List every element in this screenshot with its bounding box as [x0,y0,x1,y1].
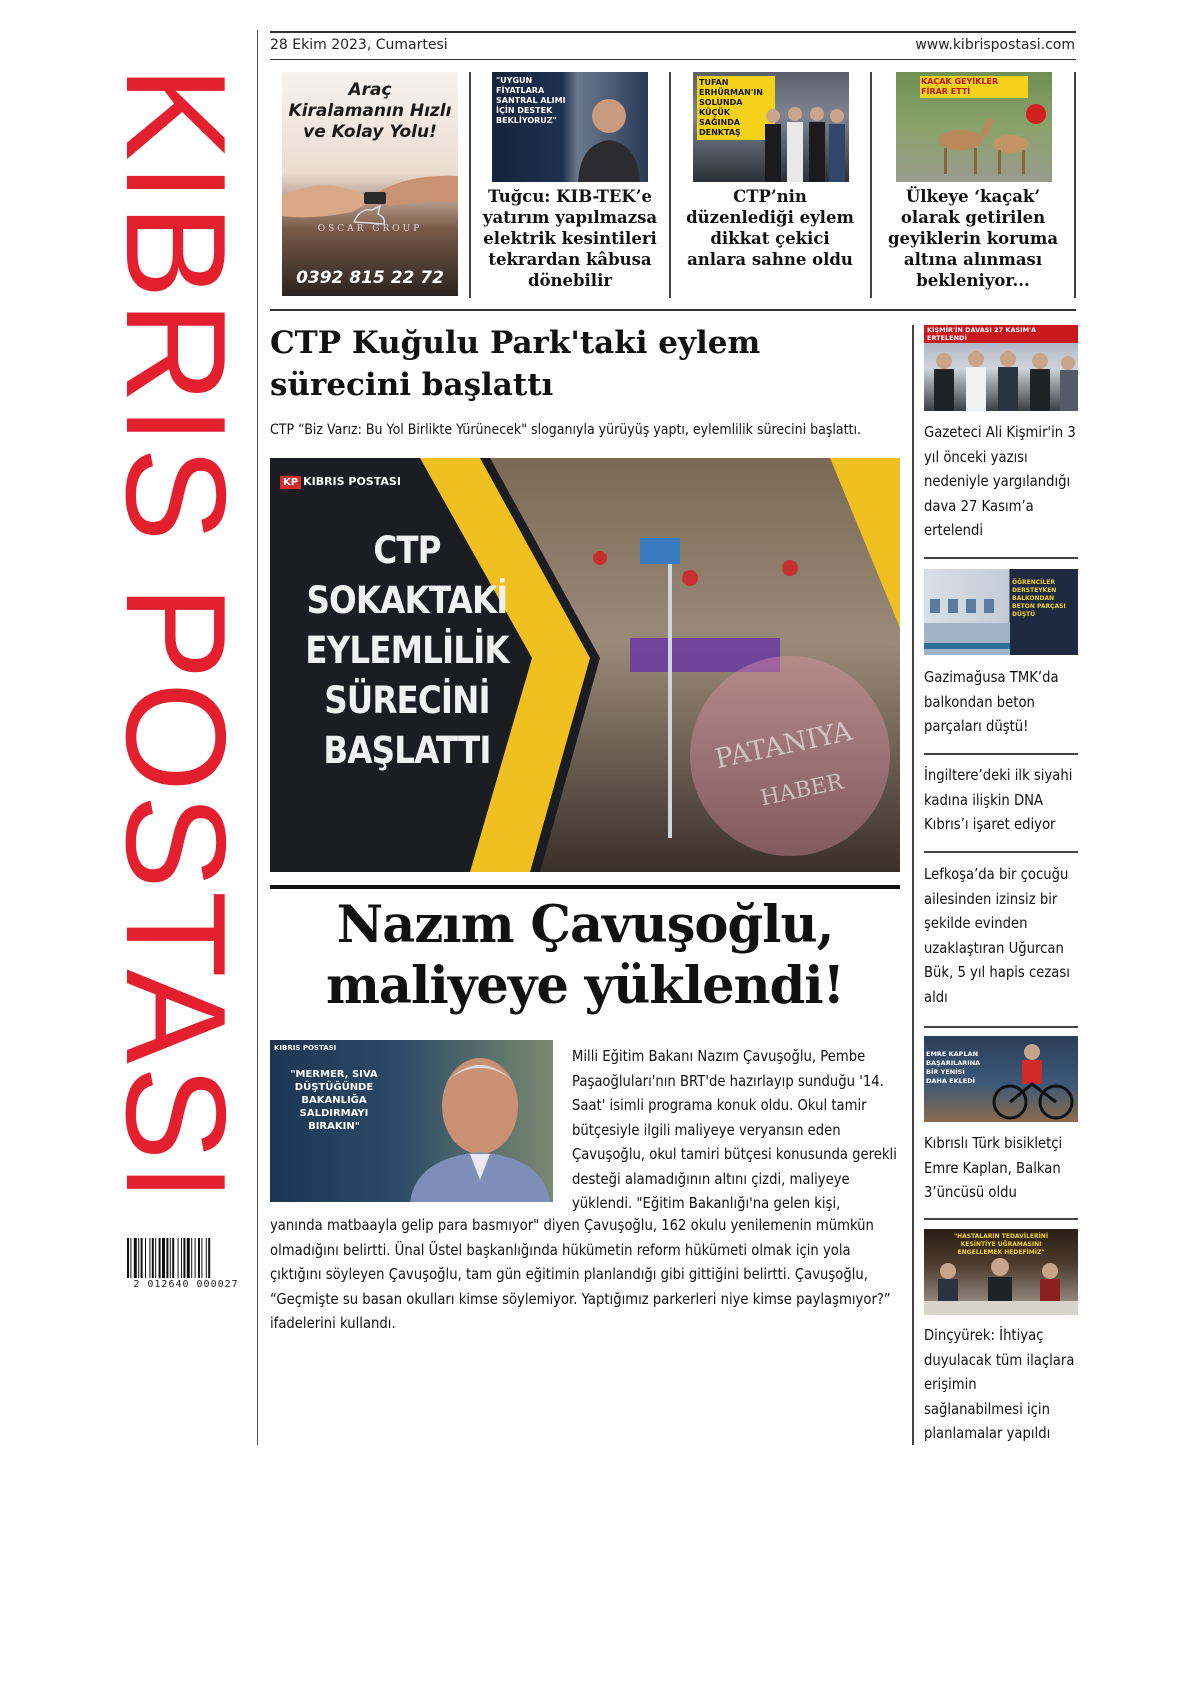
barcode-bar [127,1238,129,1278]
main-story-headline[interactable]: CTP Kuğulu Park'taki eylem sürecini başlattı [270,325,761,403]
strip-divider [469,72,471,298]
barcode-bar [170,1238,171,1278]
barcode-bar [187,1238,190,1278]
sidebar-item-6-image-caption: "HASTALARIN TEDAVİLERİNİ KESİNTİYE UĞRAMASINI ENGELLEMEK HEDEFİMİZ" [953,1233,1049,1256]
second-image-logo: KIBRIS POSTASI [274,1044,337,1052]
sidebar-item-6-image[interactable] [924,1229,1078,1315]
top-story-1-image[interactable] [492,72,648,182]
watermark-text-line2: HABER [758,769,846,812]
barcode-bar [141,1238,143,1278]
second-story-image-caption: "MERMER, SIVA DÜŞTÜĞÜNDE BAKANLIĞA SALDIRMAYI BIRAKIN" [290,1069,378,1132]
masthead-title: KIBRIS POSTASI [96,66,255,1204]
strip-divider [669,72,671,298]
sidebar-item-1-label: Gazeteci Ali Kişmir'in 3 yıl önceki yazısı nedeniyle yargılandığı dava 27 Kasım’a ertelendi [924,423,1076,539]
sidebar-item-6-text[interactable] [924,1323,1078,1446]
top-story-3-image-caption: KAÇAK GEYİKLER FİRAR ETTİ [920,76,1028,98]
barcode-bar [206,1238,207,1278]
sidebar-rule [924,753,1078,755]
barcode-bar [201,1238,202,1278]
kp-logo [280,476,401,489]
main-story-image[interactable] [270,458,900,872]
sidebar-item-5-image[interactable] [924,1036,1078,1122]
masthead-divider [257,30,258,1445]
masthead-area [95,30,255,1240]
second-story-body-top [572,1044,902,1216]
sidebar-item-3-text[interactable] [924,763,1078,837]
ad-title: Araç Kiralamanın Hızlı ve Kolay Yolu! [288,80,452,142]
sidebar-item-2-image-caption: ÖĞRENCİLER DERSTEYKEN BALKONDAN BETON PARÇASI DÜŞTÜ [1012,579,1066,618]
top-story-2-image-caption: TUFAN ERHÜRMAN'IN SOLUNDA KÜÇÜK SAĞINDA DENKTAŞ [697,76,775,140]
sidebar-item-5-text[interactable] [924,1131,1078,1205]
sidebar-item-2-text[interactable] [924,665,1078,739]
barcode-bar [198,1238,200,1278]
sidebar-rule [924,1026,1078,1028]
header-rule-bottom [270,59,1076,60]
barcode-bar [134,1238,137,1278]
sidebar-item-1-image[interactable] [924,325,1078,411]
section-rule [270,885,900,889]
barcode-bar [166,1238,168,1278]
top-story-2-image[interactable] [693,72,849,182]
second-story-image[interactable] [270,1040,553,1202]
barcode-bar [191,1238,192,1278]
sidebar-rule [924,851,1078,853]
sidebar-rule [924,557,1078,559]
horse-logo-icon [350,204,390,226]
strip-rule [270,309,1076,311]
barcode-bar [183,1238,185,1278]
cyclist-photo [990,1040,1078,1122]
website-link[interactable]: www.kibrispostasi.com [915,37,1075,53]
barcode-bar [195,1238,196,1278]
main-story-subhead: CTP “Biz Varız: Bu Yol Birlikte Yürünecek" sloganıyla yürüyüş yaptı, eylemlilik sürecini başlattı. [270,422,861,438]
barcode-bar [145,1238,146,1278]
sidebar-item-2-label: Gazimağusa TMK’da balkondan beton parçaları düştü! [924,668,1059,735]
ad-phone: 0392 815 22 72 [296,268,444,288]
kp-logo-mark: KP [280,476,301,489]
barcode-bar [155,1238,156,1278]
barcode-bar [149,1238,150,1278]
second-story-body-bottom [270,1213,900,1336]
barcode-number: 2 012640 000027 [133,1279,239,1290]
barcode-bar [152,1238,154,1278]
main-image-overlay-text: CTP SOKAKTAKİ EYLEMLİLİK SÜRECİNİ BAŞLATTI [305,529,509,772]
sidebar-rule [924,1218,1078,1220]
minister-portrait [400,1040,553,1202]
barcode-bar [172,1238,174,1278]
ad-logo: OSCAR GROUP [317,224,423,234]
strip-divider [1074,72,1076,298]
press-conference-photo [924,1251,1078,1315]
sidebar-item-3-label: İngiltere’deki ilk siyahi kadına ilişkin DNA Kıbrıs’ı işaret ediyor [924,766,1073,833]
top-story-3-headline[interactable]: Ülkeye ‘kaçak’ olarak getirilen geyiklerin koruma altına alınması bekleniyor... [887,187,1059,290]
deer-photo [916,100,1046,180]
barcode [127,1238,245,1278]
sidebar-item-1-image-caption: KİŞMİR'İN DAVASI 27 KASIM'A ERTELENDİ [924,325,1078,343]
top-story-2-headline[interactable]: CTP’nin düzenlediği eylem dikkat çekici anlara sahne oldu [686,187,854,269]
sidebar-item-4-text[interactable] [924,862,1078,1009]
top-story-1-headline[interactable]: Tuğcu: KIB-TEK’e yatırım yapılmazsa elektrik kesintileri tekrardan kâbusa dönebilir [482,187,658,290]
barcode-bar [138,1238,139,1278]
advertisement[interactable] [282,72,458,296]
kp-logo-text: KIBRIS POSTASI [303,475,401,488]
sidebar-divider [912,325,914,1445]
sidebar-item-5-label: Kıbrıslı Türk bisikletçi Emre Kaplan, Balkan 3’üncüsü oldu [924,1134,1063,1201]
sidebar-item-6-label: Dinçyürek: İhtiyaç duyulacak tüm ilaçlara erişimin sağlanabilmesi için planlamalar yapıldı [924,1326,1075,1442]
top-story-1-image-caption: "UYGUN FİYATLARA SANTRAL ALIMI İÇİN DESTEK BEKLİYORUZ" [496,76,566,125]
sidebar-item-4-label: Lefkoşa’da bir çocuğu ailesinden izinsiz bir şekilde evinden uzaklaştıran Uğurcan Bük, 5 yıl hapis cezası aldı [924,865,1070,1006]
barcode-bar [208,1238,210,1278]
sidebar-item-5-image-caption: EMRE KAPLAN BAŞARILARINA BİR YENİSİ DAHA EKLEDİ [926,1050,981,1085]
second-story-body-part2: yanında matbaayla gelip para basmıyor" diyen Çavuşoğlu, 162 okulu yenilemenin mümkün olmadığını belirtti. Ünal Üstel başkanlığında hükümetin reform hükümeti olmak için yola çıktığını söyleyen Çavuşoğlu, tam gün eğitimin planlandığı gibi gittiğini belirtti. Çavuşoğlu, “Geçmişte su basan okulları kimse söylemiyor. Yaptığımız parkerleri niye kimse paylaşmıyor?” ifadelerini kullandı. [270,1216,891,1332]
watermark-text-line1: PATANIYA [712,715,855,776]
second-story-body-part1: Milli Eğitim Bakanı Nazım Çavuşoğlu, Pembe Paşaoğluları'nın BRT'de hazırlayıp sunduğu '14. Saat' isimli programa konuk oldu. Okul tamir bütçesiyle ilgili maliyeye veryansın eden Çavuşoğlu, okul tamiri bütçesi konusunda gerekli desteği alamadığının altını çizdi, maliyeye yüklendi. "Eğitim Bakanlığı'na gelen kişi, [572,1047,897,1212]
barcode-bar [178,1238,179,1278]
strip-divider [870,72,872,298]
barcode-bar [159,1238,161,1278]
header-rule-top [270,31,1076,33]
person-photo [574,86,644,182]
second-story-headline[interactable]: Nazım Çavuşoğlu, maliyeye yüklendi! [325,895,845,1016]
group-photo [759,92,849,182]
barcode-bar [181,1238,182,1278]
sidebar-item-2-image[interactable] [924,569,1078,655]
group-photo [924,339,1078,411]
issue-date: 28 Ekim 2023, Cumartesi [270,37,448,53]
barcode-bar [162,1238,165,1278]
top-story-3-image[interactable] [896,72,1052,182]
barcode-bar [130,1238,131,1278]
sidebar-item-1-text[interactable] [924,420,1078,543]
